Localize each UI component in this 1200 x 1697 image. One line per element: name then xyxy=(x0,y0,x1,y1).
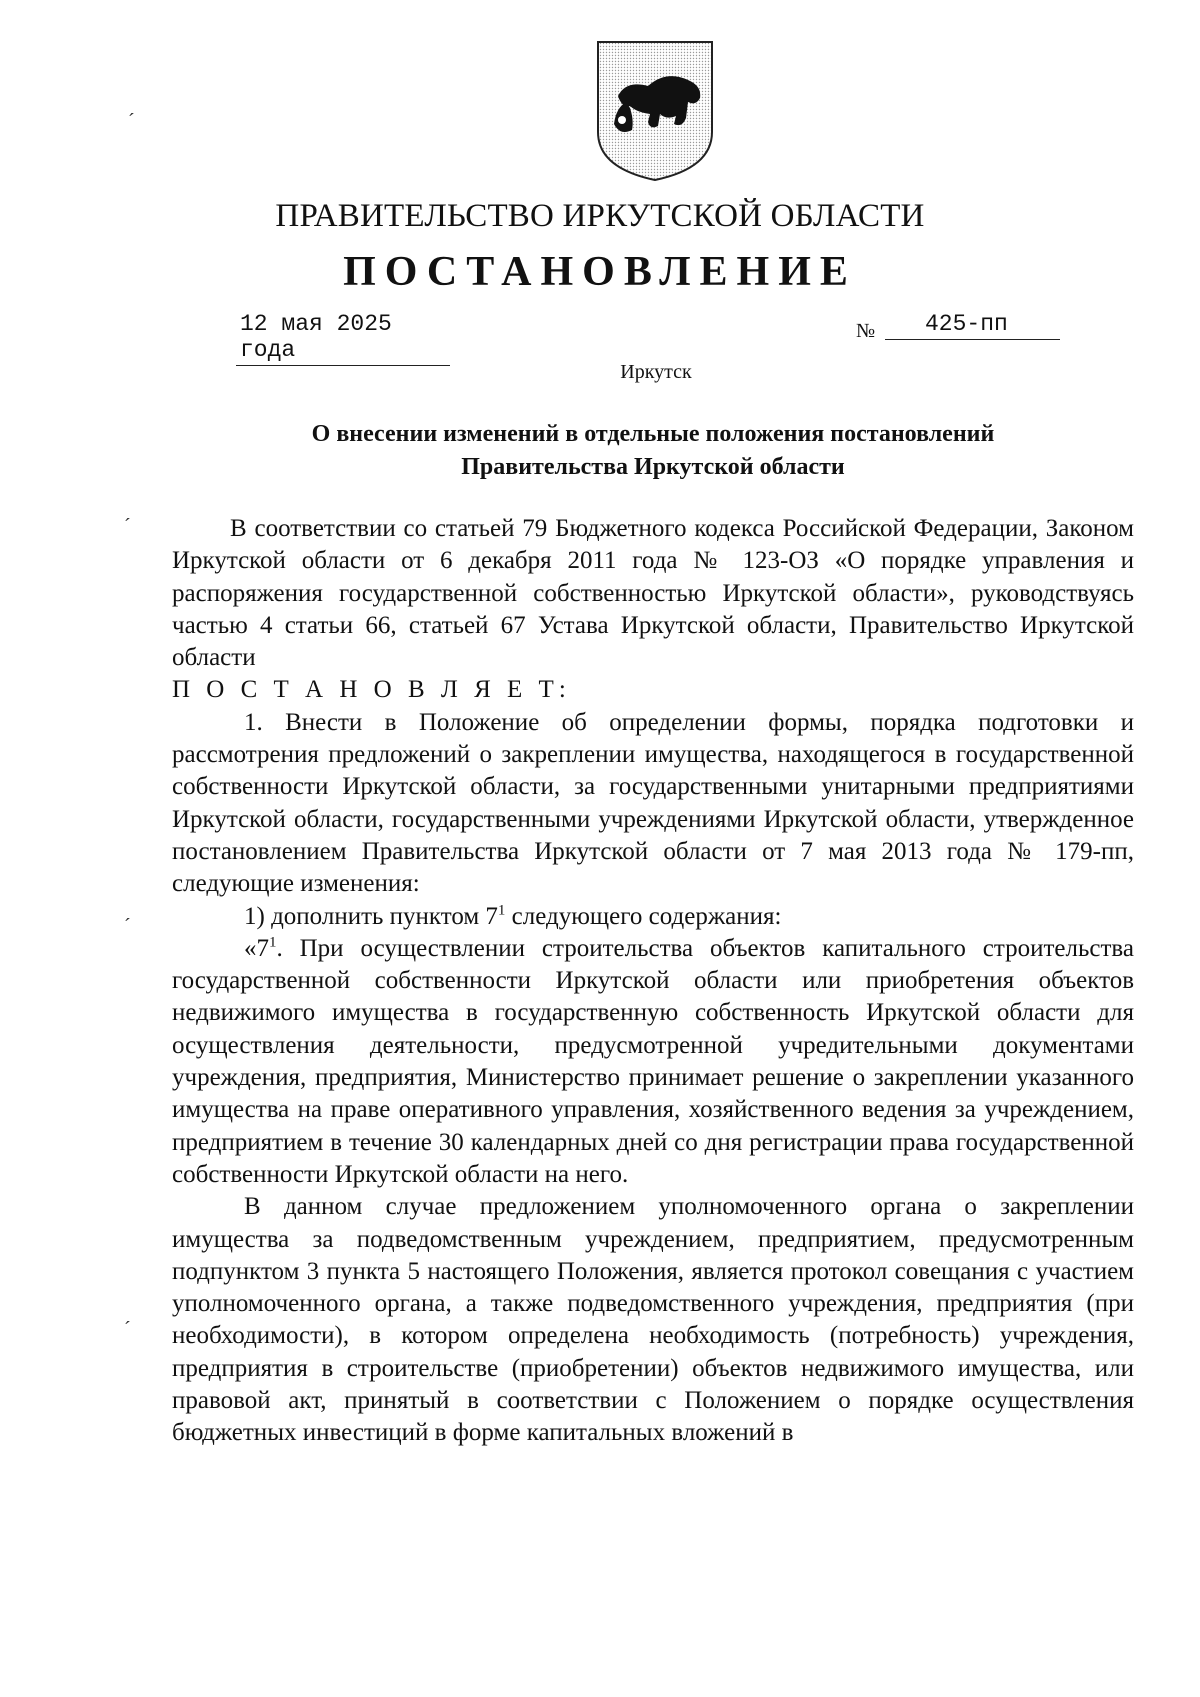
quoted-superscript: 1 xyxy=(269,934,277,951)
title-line-2: Правительства Иркутской области xyxy=(461,454,845,480)
quoted-paragraph xyxy=(172,933,1134,1191)
document-type: ПОСТАНОВЛЕНИЕ xyxy=(343,249,857,295)
title-line-1: О внесении изменений в отдельные положения постановлений xyxy=(311,421,995,447)
quoted-text: . При осуществлении строительства объектов капитального строительства государственной собственности Иркутской области или приобретения объектов недвижимого имущества в государственную собственность Иркутской области для осуществления деятельности, предусмотренной учредительными документами учреждения, предприятия, Министерство принимает решение о закреплении указанного имущества на праве оперативного управления, хозяйственного ведения за учреждением, предприятием в течение 30 календарных дней со дня регистрации права государственной собственности Иркутской области на него. xyxy=(172,934,1134,1188)
coat-of-arms-icon xyxy=(596,36,714,182)
document-title xyxy=(170,418,1136,484)
scan-mark: ˊ xyxy=(124,1318,131,1340)
number-sign: № xyxy=(856,320,876,342)
subitem-1-superscript: 1 xyxy=(497,902,506,919)
item-1-paragraph: 1. Внести в Положение об определении формы, порядка подготовки и рассмотрения предложений о закреплении имущества, находящегося в государственной собственности Иркутской области, за государственными унитарными предприятиями Иркутской области, государственными учреждениями Иркутской области, утвержденное постановлением Правительства Иркутской области от 7 мая 2013 года № 179-пп, следующие изменения: xyxy=(172,708,1134,898)
city-name: Иркутск xyxy=(620,361,692,383)
subitem-1-text-end: следующего содержания: xyxy=(505,902,782,930)
scan-mark: ˊ xyxy=(124,915,131,937)
subitem-1-text: 1) дополнить пунктом 7 xyxy=(244,902,498,930)
document-date: 12 мая 2025 года xyxy=(236,311,450,366)
resolves-heading: П О С Т А Н О В Л Я Е Т: xyxy=(172,676,571,704)
government-name: ПРАВИТЕЛЬСТВО ИРКУТСКОЙ ОБЛАСТИ xyxy=(275,198,925,234)
scan-mark: ˊ xyxy=(128,110,135,132)
scan-mark: ˊ xyxy=(124,515,131,537)
final-paragraph: В данном случае предложением уполномоченного органа о закреплении имущества за подведомственным учреждением, предприятием, предусмотренным подпунктом 3 пункта 5 настоящего Положения, является протокол совещания с участием уполномоченного органа, а также подведомственного учреждения, предприятия (при необходимости), в котором определена необходимость (потребность) учреждения, предприятия в строительстве (приобретении) объектов недвижимого имущества, или правовой акт, принятый в соответствии с Положением о порядке осуществления бюджетных инвестиций в форме капитальных вложений в xyxy=(172,1193,1134,1447)
document-body xyxy=(172,513,1134,1450)
document-number: 425-пп xyxy=(885,311,1060,340)
preamble-paragraph: В соответствии со статьей 79 Бюджетного кодекса Российской Федерации, Законом Иркутской области от 6 декабря 2011 года № 123-ОЗ «О порядке управления и распоряжения государственной собственностью Иркутской области», руководствуясь частью 4 статьи 66, статьей 67 Устава Иркутской области, Правительство Иркутской области xyxy=(172,515,1134,672)
subitem-1-paragraph xyxy=(172,901,1134,933)
quoted-open: «7 xyxy=(244,934,269,962)
